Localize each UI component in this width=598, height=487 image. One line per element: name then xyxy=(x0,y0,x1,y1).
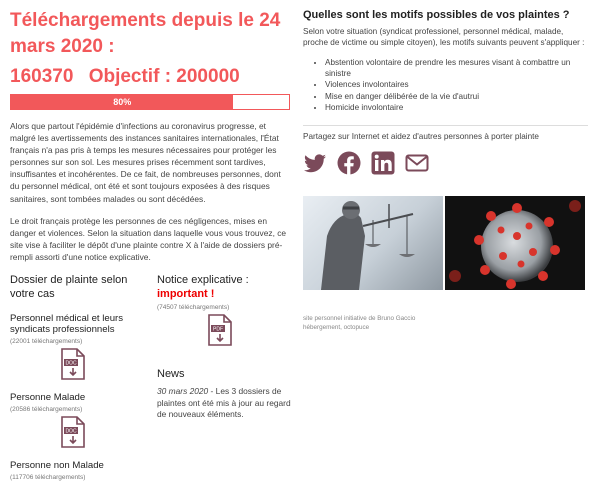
news-title: News xyxy=(157,368,185,381)
download-headline xyxy=(10,8,292,90)
intro-paragraph-2: Le droit français protège les personnes de ces négligences, mises en danger et violences. Selon la situation dans laquelle vous vous trouvez, ce site vise à faciliter le dépôt d'une plainte contre X à l'aide de dossiers pré-rempli assorti d'une notice explicative. xyxy=(10,215,287,262)
dossier-title-non-malade[interactable]: Personne non Malade xyxy=(10,460,104,472)
left-column xyxy=(10,8,292,487)
progress-label: 80% xyxy=(113,97,132,107)
doc-download-icon[interactable] xyxy=(60,348,86,380)
mail-icon[interactable] xyxy=(405,151,429,175)
dossier-title-medical[interactable]: Personnel médical et leurs syndicats professionnels xyxy=(10,313,124,336)
motifs-list xyxy=(325,57,588,113)
notice-downloads: (74507 téléchargements) xyxy=(157,304,230,312)
list-item: • Violences involontaires xyxy=(325,79,588,90)
download-count: 160370 xyxy=(10,66,74,87)
svg-text:DOC: DOC xyxy=(65,428,77,435)
download-progress-bar xyxy=(10,94,290,110)
headline-text: Téléchargements depuis le 24 mars 2020 : xyxy=(10,10,281,57)
doc-download-icon[interactable] xyxy=(60,416,86,448)
news-body: - Les 3 dossiers de plaintes ont été mis à jour au regard de nouveaux éléments. xyxy=(157,386,291,420)
dossier-downloads-medical: (22001 téléchargements) xyxy=(10,338,83,346)
dossier-downloads-non-malade: (117706 téléchargements) xyxy=(10,474,86,482)
downloads-section xyxy=(10,273,292,487)
list-item: • Abstention volontaire de prendre les mesures visant à combattre un sinistre xyxy=(325,57,588,80)
social-links xyxy=(303,151,588,175)
facebook-icon[interactable] xyxy=(337,151,361,175)
motifs-intro: Selon votre situation (syndicat professionel, personnel médical, malade, proche de victime ou simple citoyen), les motifs suivants peuvent s'appliquer : xyxy=(303,27,585,48)
notice-important: important ! xyxy=(157,288,215,301)
credit-hosting: hébergement, octopuce xyxy=(303,324,370,332)
credit-author: site personnel initiative de Bruno Gaccio xyxy=(303,315,416,323)
linkedin-icon[interactable] xyxy=(371,151,395,175)
news-text xyxy=(157,386,292,421)
twitter-icon[interactable] xyxy=(303,151,327,175)
svg-text:DOC: DOC xyxy=(65,360,77,367)
headline-counts xyxy=(10,64,292,90)
site-credits xyxy=(303,314,588,332)
illustration-images xyxy=(303,196,588,290)
notice-title-text: Notice explicative : xyxy=(157,274,249,287)
notice-title xyxy=(157,273,292,301)
divider xyxy=(303,125,588,126)
dossier-downloads-malade: (20586 téléchargements) xyxy=(10,406,83,414)
intro-paragraph-1: Alors que partout l'épidémie d'infections au coronavirus progresse, et malgré les avertissements des instances sanitaires internationales, l'État français n'a pas pris à temps les mesures nécessaires pour protéger les personnes sur son sol. Les mesures prises récemment sont tardives, insuffisantes et incohérentes. De ce fait, de nombreuses personnes, dont du personnel médical, ont été et sont toujours exposées à des risques sanitaires, sont tombées malades ou sont décédées. xyxy=(10,121,281,204)
svg-text:PDF: PDF xyxy=(213,326,223,333)
list-item: • Homicide involontaire xyxy=(325,102,588,113)
pdf-download-icon[interactable] xyxy=(207,314,233,346)
download-goal: Objectif : 200000 xyxy=(88,66,240,87)
dossiers-column xyxy=(10,273,150,481)
share-text: Partagez sur Internet et aidez d'autres personnes à porter plainte xyxy=(303,132,539,142)
dossier-title-malade[interactable]: Personne Malade xyxy=(10,392,86,404)
dossiers-title: Dossier de plainte selon votre cas xyxy=(10,274,128,301)
justice-statue-image xyxy=(303,196,443,290)
right-column xyxy=(303,8,588,332)
coronavirus-image xyxy=(445,196,585,290)
list-item: • Mise en danger délibérée de la vie d'autrui xyxy=(325,91,588,102)
motifs-title: Quelles sont les motifs possibles de vos plaintes ? xyxy=(303,9,570,21)
news-date: 30 mars 2020 xyxy=(157,386,209,397)
notice-column xyxy=(157,273,292,421)
